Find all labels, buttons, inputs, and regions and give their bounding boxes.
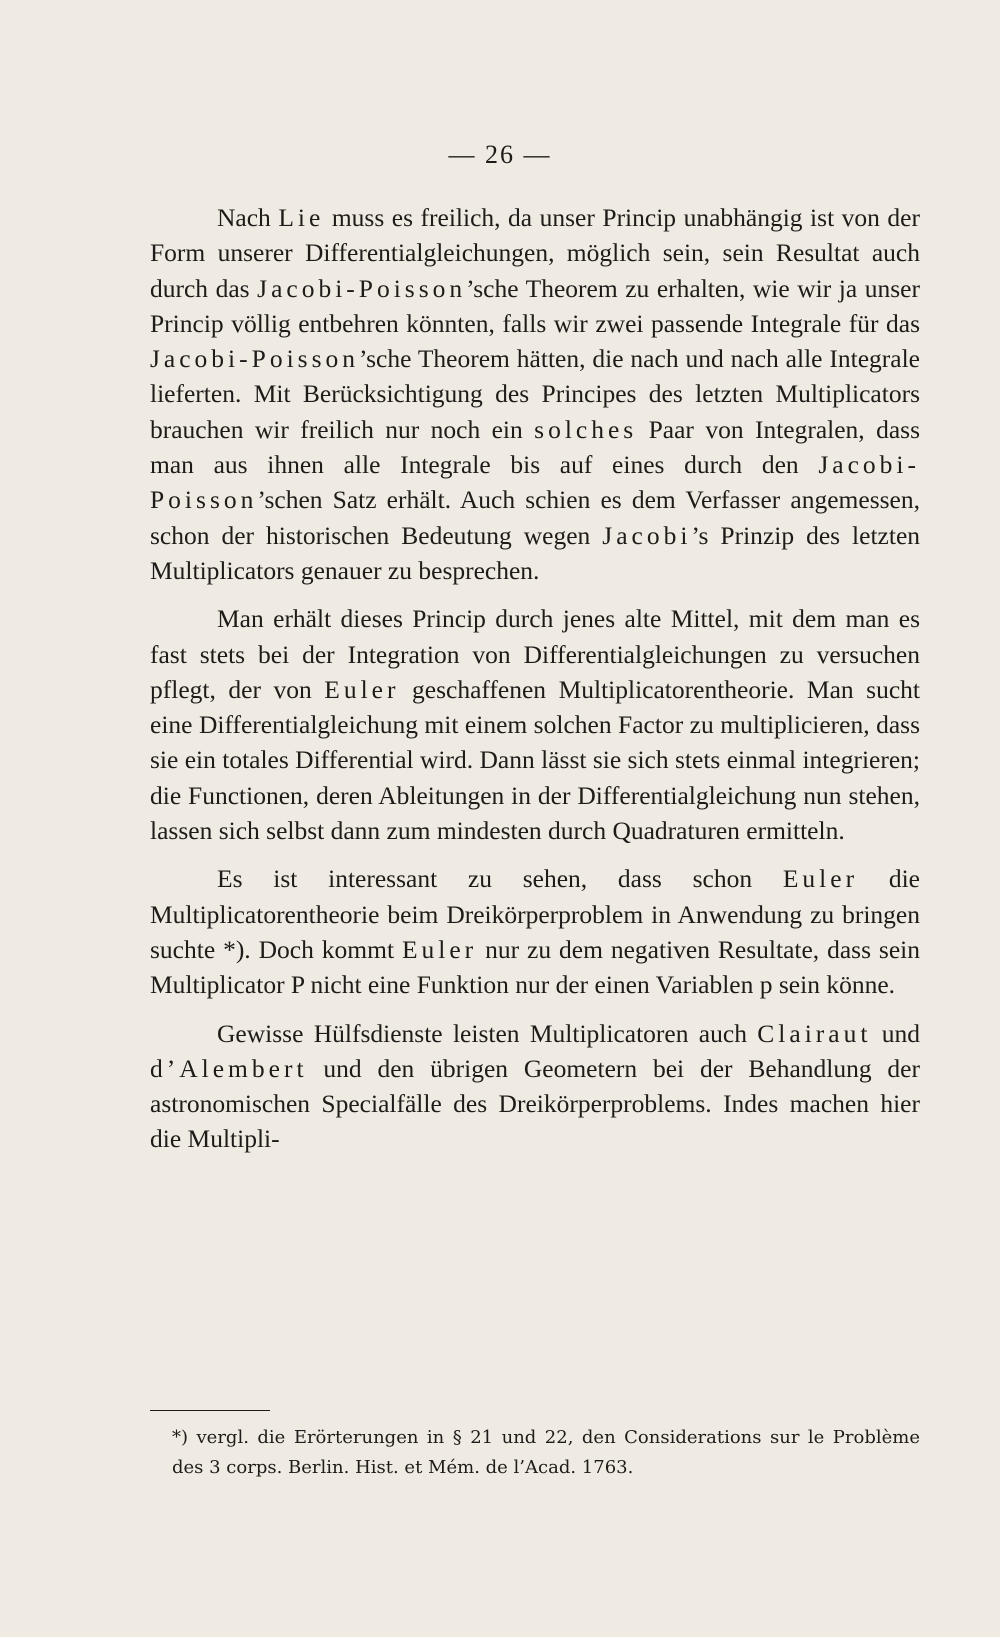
spaced-name: Euler xyxy=(782,864,859,894)
spaced-name: Jacobi-Poisson xyxy=(150,344,359,374)
text-run: Es ist interessant zu sehen, dass schon xyxy=(217,864,783,894)
spaced-name: Euler xyxy=(324,674,400,704)
text-run: ’sche Theorem zu erhalten, wie wir ja unser Princip völlig entbehren könnten, falls wir zwei passende Integrale für das xyxy=(150,273,920,338)
spaced-name: Jacobi xyxy=(602,520,692,550)
text-run: ’s Prinzip des letzten Multiplicators genauer zu besprechen. xyxy=(150,520,921,585)
text-run: Man erhält dieses Princip durch jenes alte Mittel, mit dem man es fast stets bei der Integration von Differentialgleichungen zu versuchen pflegt, der von xyxy=(150,604,920,704)
text-run: und den übrigen Geometern bei der Behandlung der astronomischen Specialfälle des Dreikörperproblems. Indes machen hier die Multipli- xyxy=(150,1053,920,1154)
main-text xyxy=(150,200,920,1170)
paragraph xyxy=(150,200,920,588)
text-run: Nach xyxy=(217,203,279,232)
footnote: *) vergl. die Erörterungen in § 21 und 22, den Considerations sur le Problème des 3 corps. Berlin. Hist. et Mém. de l’Acad. 1763. xyxy=(172,1427,920,1478)
text-run: und xyxy=(871,1018,921,1048)
text-run: Gewisse Hülfsdienste leisten Multiplicatoren auch xyxy=(217,1018,758,1048)
spaced-name: solches xyxy=(534,414,638,444)
footnote-rule xyxy=(150,1410,270,1411)
text-run: nur zu dem negativen Resultate, dass sein Multiplicator P nicht eine Funktion nur der einen Variablen p sein könne. xyxy=(150,934,921,1000)
text-run: Paar von Integralen, dass man aus ihnen alle Integrale bis auf eines durch den xyxy=(150,414,920,480)
spaced-name: Clairaut xyxy=(757,1018,872,1048)
text-run: ’schen Satz erhält. Auch schien es dem Verfasser angemessen, schon der historischen Bedeutung wegen xyxy=(150,485,920,550)
page-number: — 26 — xyxy=(448,140,552,169)
spaced-name: Jacobi-Poisson xyxy=(257,273,467,303)
spaced-name: Jacobi-Poisson xyxy=(150,450,920,515)
text-run: muss es freilich, da unser Princip unabhängig ist von der Form unserer Differentialgleichungen, möglich sein, sein Resultat auch durch das xyxy=(150,203,920,303)
spaced-name: d’Alembert xyxy=(150,1053,308,1083)
spaced-name: Lie xyxy=(278,203,325,232)
paragraph xyxy=(150,1016,920,1157)
text-run: geschaffenen Multiplicatorentheorie. Man sucht eine Differentialgleichung mit einem solchen Factor zu multiplicieren, dass sie ein totales Differential wird. Dann lässt sie sich stets einmal integrieren; die Functionen, deren Ableitungen in der Differentialgleichung nun stehen, lassen sich selbst dann zum mindesten durch Quadraturen ermitteln. xyxy=(150,674,920,846)
text-run: ’sche Theorem hätten, die nach und nach alle Integrale lieferten. Mit Berücksichtigung des Principes des letzten Multiplicators brauchen wir freilich nur noch ein xyxy=(150,344,920,444)
spaced-name: Euler xyxy=(401,934,478,964)
paragraph xyxy=(150,601,920,848)
text-run: die Multiplicatorentheorie beim Dreikörperproblem in Anwendung zu bringen suchte *). Doch kommt xyxy=(150,864,920,964)
paragraph xyxy=(150,861,920,1002)
